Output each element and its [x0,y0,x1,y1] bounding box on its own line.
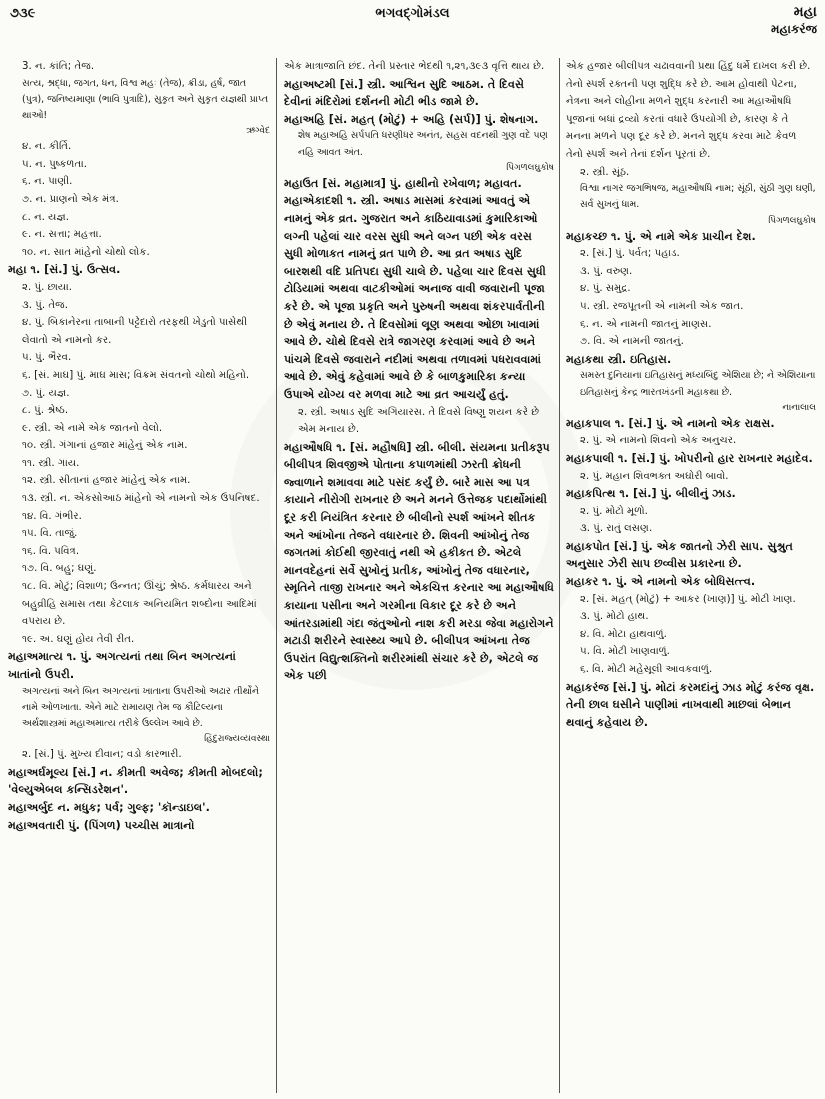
headword-entry: મહાઅમાત્ય ૧. પું. અગત્યનાં તથા બિન અગત્યનાં ખાતાંનો ઉપરી. [8,650,236,682]
headword-entry: મહાકરંજ [સં.] પું. મોટાં કરમદાંનું ઝાડ મોટું કરંજ વૃક્ષ. તેની છાલ ઘસીને પાણીમાં નાખવાથી માછલાં બેભાન થવાનું કહેવાય છે. [566,680,815,729]
headword-entry: મહાઅષ્ટમી [સં.] સ્ત્રી. આશ્વિન સુદિ આઠમ. તે દિવસે દેવીનાં મંદિરોમાં દર્શનની મોટી ભીડ જામે છે. [284,77,525,109]
sense-entry: ૧૫. વિ. તાજું. [22,528,78,540]
sense-entry: ૪. ન. કીર્તિ. [22,141,72,153]
sense-entry: ૨. સ્ત્રી. સૂંઠ. [580,166,630,178]
headword-entry: મહાકર ૧. પું. એ નામનો એક બોધિસત્ત્વ. [566,575,756,589]
headword-entry: મહાઅર્બુદ ન. મધુક; પર્વ; ગુલ્ફ; 'કૉન્ડાઇલ'. [8,801,210,814]
quotation: અગત્યનાં અને બિન અગત્યનાં ખાતાના ઉપરીઓ અઢાર તીર્થોને નામે ઓળખાતા. એને માટે રામાયણ તેમ જ કૌટિલ્યના અર્થશાસ્ત્રમાં મહાઅમાત્ય તરીકે ઉલ્લેખ આવે છે. [22,685,260,730]
sense-entry: ૭. પું. યજ્ઞ. [22,387,70,399]
sense-entry: ૩. પું. તેજ. [22,299,68,311]
sense-entry: ૭. ન. પ્રાણનો એક મંત્ર. [22,193,119,205]
page-header [0,0,825,38]
sense-entry: ૬. [સં. માઘ] પું. માઘ માસ; વિક્રમ સંવતનો ચોથો મહિનો. [22,369,250,381]
sense-entry: ૫. વિ. મોટી ખાણવાળું. [580,646,670,658]
column-divider [559,58,560,1093]
sense-entry: ૧૮. વિ. મોટું; વિશાળ; ઉન્નત; ઊંચું; શ્રેષ્ઠ. કર્મધારય અને બહુવ્રીહિ સમાસ તથા કેટલાક અનિયમિત શબ્દોના આદિમાં વપરાય છે. [22,581,257,628]
sense-entry: ૪. વિ. મોટા હાથવાળું. [580,628,667,640]
sense-entry: ૨. પું. મોટો મૂળો. [580,505,648,517]
source-citation: પિંગળલઘુકોષ [768,215,816,226]
sense-entry: ૩. પું. રાતું લસણ. [580,523,653,535]
quotation: સમસ્ત દુનિયાના ઇતિહાસનું મધ્યબિંદુ એશિયા છે; ને એશિયાના ઇતિહાસનું કેન્દ્ર ભારતખંડની મહાકથા છે. [580,370,816,398]
source-citation: નાનાલાલ [782,402,816,413]
headword-entry: મહાઅર્ઘમૂલ્ય [સં.] ન. કીમતી અવેજ; કીમતી મોબદલો; 'વેલ્યુએબલ કન્સિડરેશન'. [8,765,263,797]
headword-entry: મહાકપાલ ૧. [સં.] પું. એ નામનો એક રાક્ષસ. [566,416,775,430]
sense-entry: ૧૭. વિ. બહુ; ઘણું. [22,563,97,575]
sense-entry: ૨. સ્ત્રી. અષાડ સુદિ અગિયારસ. તે દિવસે વિષ્ણુ શયન કરે છે એમ મનાય છે. [298,406,540,436]
sense-entry: ૩. પું. વરુણ. [580,265,633,277]
sense-entry: ૪. પું. બિકાનેરના તાબાની પટ્ટેદારો તરફથી ખેડુતો પાસેથી લેવાતો એ નામનો કર. [22,317,248,346]
entry-continuation: એક હજાર બીલીપત્ર ચઢાવવાની પ્રથા હિંદુ ધર્મે દાખલ કરી છે. તેનો સ્પર્શ રક્તની પણ શુદ્ધિ કરે છે. આમ હોવાથી પેટના, નેત્રના અને લોહીના મળને શુદ્ધ કરનારી આ મહાઔષધિ પૂજાનાં બધાં દ્રવ્યો કરતાં વધારે ઉપયોગી છે, કારણ કે તે મનના મળને પણ દૂર કરે છે. મનને શુદ્ધ કરવા માટે કેવળ તેનો સ્પર્શ અને તેનાં દર્શન પૂરતાં છે. [566,61,811,160]
sense-entry: ૫. ન. પુષ્કળતા. [22,158,87,170]
sense-entry: ૯. ન. સત્તા; મહત્તા. [22,229,102,241]
headword-entry: મહાઅવતારી પું. (પિંગળ) પચ્ચીસ માત્રાનો [8,818,195,832]
sense-entry: ૫. પું. ભૈરવ. [22,352,72,364]
sense-entry: ૮. પું. શ્રેષ્ઠ. [22,405,69,417]
sense-entry: ૨. પું. છાયા. [22,281,72,293]
headword-entry: મહાઔષધિ ૧. [સં. મહૌષધિ] સ્ત્રી. બીલી. સંયમના પ્રતીકરૂપ બીલીપત્ર શિવજીએ પોતાના કપાળમાંથી ઝરતી ક્રોધની જ્વાળાને શમાવવા માટે પસંદ કર્યું છે. બારે માસ આ પત્ર કાયાને નીરોગી રાખનાર છે અને મનને ઉત્તેજક પદાર્થોમાંથી દૂર કરી નિયંત્રિત કરનાર છે બીલીનો સ્પર્શ આંખને શીતક અને આંખોના તેજને વધારનાર છે. શિવની આંખોનું તેજ જગતમાં કોઈથી જીરવાતું નથી એ હકીકત છે. એટલે માનવદેહનાં સર્વે સુખોનું પ્રતીક, આંખોનું તેજ વધારનાર, સ્મૃતિને તાજી રાખનાર અને એકચિત્ત કરનાર આ મહાઔષધિ કાયાના પસીના અને ગરમીના વિકાર દૂર કરે છે અને આંતરડામાંથી ગંદા જંતુઓનો નાશ કરી મરડા જેવા મહારોગને મટાડી શરીરને સ્વાસ્થ્ય આપે છે. બીલીપત્ર આંખના તેજ ઉપરાંત વિદ્યુત્શક્તિનો શરીરમાંથી સંચાર કરે છે, એટલે જ એક પછી [284,440,554,683]
source-citation: હિંદુરાજ્યવ્યવસ્થા [204,734,270,745]
sense-entry: ૫. સ્ત્રી. રજપૂતની એ નામની એક જાત. [580,300,744,312]
column-divider [276,58,277,1093]
headword-entry: મહાકપાલી ૧. [સં.] પું. ખોપરીનો હાર રાખનાર મહાદેવ. [566,451,813,465]
sense-entry: ૯. સ્ત્રી. એ નામે એક જાતનો વેલો. [22,422,163,434]
headword-entry: મહાકપોત [સં.] પું. એક જાતનો ઝેરી સાપ. સુશ્રુત અનુસાર ઝેરી સાપ છવ્વીસ પ્રકારના છે. [566,539,793,571]
sense-entry: ૧૧. સ્ત્રી. ગાય. [22,457,80,469]
page-title: ભગવદ્ગોમંડલ [375,6,450,21]
headword-entry: મહાકથા સ્ત્રી. ઇતિહાસ. [566,352,672,366]
page-number: ૭૩૯ [10,6,36,21]
sense-entry: ૪. પું. સમુદ્ર. [580,283,631,295]
quotation: વિશ્વા નાગર જગભિષજ, મહાઔષધિ નામ; સૂંઠી, સુંઠી ગુણ ઘણી, સર્વ સુખનું ધામ. [580,183,816,211]
headword-entry: મહાએકાદશી ૧. સ્ત્રી. અષાડ માસમાં કરવામાં આવતું એ નામનું એક વ્રત. ગુજરાત અને કાઠિયાવાડમાં કુમારિકાઓ લગ્ની પહેલાં ચાર વરસ સુધી અને લગ્ન પછી એક વરસ સુધી મોળાકત નામનું વ્રત પાળે છે. આ વ્રત અષાડ સુદિ બારશથી વદિ પ્રતિપદા સુધી ચાલે છે. પહેલા ચાર દિવસ સુધી ટોડિયામાં અથવા વાટકીઓમાં અનાજ વાવી જવારાની પૂજા કરે છે. એ પૂજા પ્રકૃતિ અને પુરુષની અથવા શંકરપાર્વતીની છે એવું મનાય છે. તે દિવસોમાં લૂણ અથવા ઓછા ખાવામાં આવે છે. ચોથે દિવસે રાત્રે જાગરણ કરવામાં આવે છે અને પાંચમે દિવસે જવારાને નદીમાં અથવા તળાવમાં પધરાવવામાં આવે છે. એવું કહેવામાં આવે છે કે બાળકુમારિકા કન્યા ઉપાએ યોગ્ય વર મળવા માટે આ વ્રત આચર્યું હતું. [284,194,546,401]
sense-entry: ૩. પું. મોટો હાથ. [580,611,649,623]
sense-entry: ૨. [સં.] પું. પર્વત; પહાડ. [580,248,680,260]
sense-entry: ૮. ન. યજ્ઞ. [22,211,70,223]
sense-entry: ૨. પું. મહાન શિવભક્ત અઘોરી બાવો. [580,470,729,482]
headword-entry: મહાઉત [સં. મહામાત્ર] પું. હાથીનો રખેવાળ; મહાવત. [284,176,522,190]
source-citation: પિંગળલઘુકોષ [506,162,554,173]
sense-entry: ૧૬. વિ. પવિત્ર. [22,545,80,557]
guide-word-first: મહા [793,4,817,20]
sense-entry: ૨. [સં.] પું. મુખ્ય દીવાન; વડો કારભારી. [22,749,182,761]
entry-continuation: એક માત્રાજાતિ છંદ. તેની પ્રસ્તાર ભેદથી ૧,૨૧,૩૯૩ વૃત્તિ થાય છે. [284,61,545,72]
sense-entry: ૧૯. અ. ઘણું હોય તેવી રીત. [22,633,135,645]
sense-entry: ૬. ન. એ નામની જાતનું માણસ. [580,318,712,330]
sense-entry: ૬. વિ. મોટી મહેસૂલી આવકવાળું. [580,664,713,676]
headword-entry: મહાઅહિ [સં. મહત્ (મોટું) + અહિ (સર્પ)] પું. શેષનાગ. [284,112,539,126]
quotation: શેષ મહાઅહિ સર્પપતિ ધરણીધર અનંત, સહસ વદનથી ગુણ વદે પણ નહિ આવત અંત. [298,130,548,158]
guide-word-last: મહાકરંજ [771,22,817,36]
sense-entry: ૧૦. ન. સાત માંહેનો ચોથો લોક. [22,246,150,258]
headword-entry: મહાકપિત્થ ૧. [સં.] પું. બીલીનું ઝાડ. [566,487,736,501]
sense-entry: ૭. વિ. એ નામની જાતનું. [580,336,684,348]
column-1 [8,58,270,1095]
quotation: સત્ય, શ્રદ્ધા, જગત, ધન, વિશ્વ મહઃ (તેજ), ક્રીડા, હર્ષ, જાત (પુત્ર), જનિષ્યમાણા (ભાવિ પુત્રાદિ), સુકૃત અને સુકૃત યજ્ઞથી પ્રાપ્ત થાઓ! [22,77,269,121]
sense-entry: ૧૪. વિ. ગંભીર. [22,510,82,522]
source-citation: ઋગ્વેદ [246,126,270,137]
sense-entry: 3. ન. કાંતિ; તેજ. [22,61,95,72]
sense-entry: ૧૨. સ્ત્રી. સીતાનાં હજાર માંહેનું એક નામ. [22,475,191,487]
headword-entry: મહાકચ્છ ૧. પું. એ નામે એક પ્રાચીન દેશ. [566,229,756,243]
sense-entry: ૬. ન. પાણી. [22,176,73,188]
column-3 [566,58,816,1095]
sense-entry: ૧૦. સ્ત્રી. ગંગાનાં હજાર માંહેનું એક નામ. [22,440,188,452]
sense-entry: ૨. [સં. મહત્ (મોટું) + આકર (ખાણ)] પું. મોટી ખાણ. [580,593,796,605]
column-2 [284,58,554,1095]
sense-entry: ૨. પું. એ નામનો શિવનો એક અનુચર. [580,435,737,447]
sense-entry: ૧૩. સ્ત્રી. ન. એકસોઆઠ માંહેનો એ નામનો એક ઉપનિષદ. [22,493,260,505]
headword-entry: મહા ૧. [સં.] પું. ઉત્સવ. [8,263,121,277]
